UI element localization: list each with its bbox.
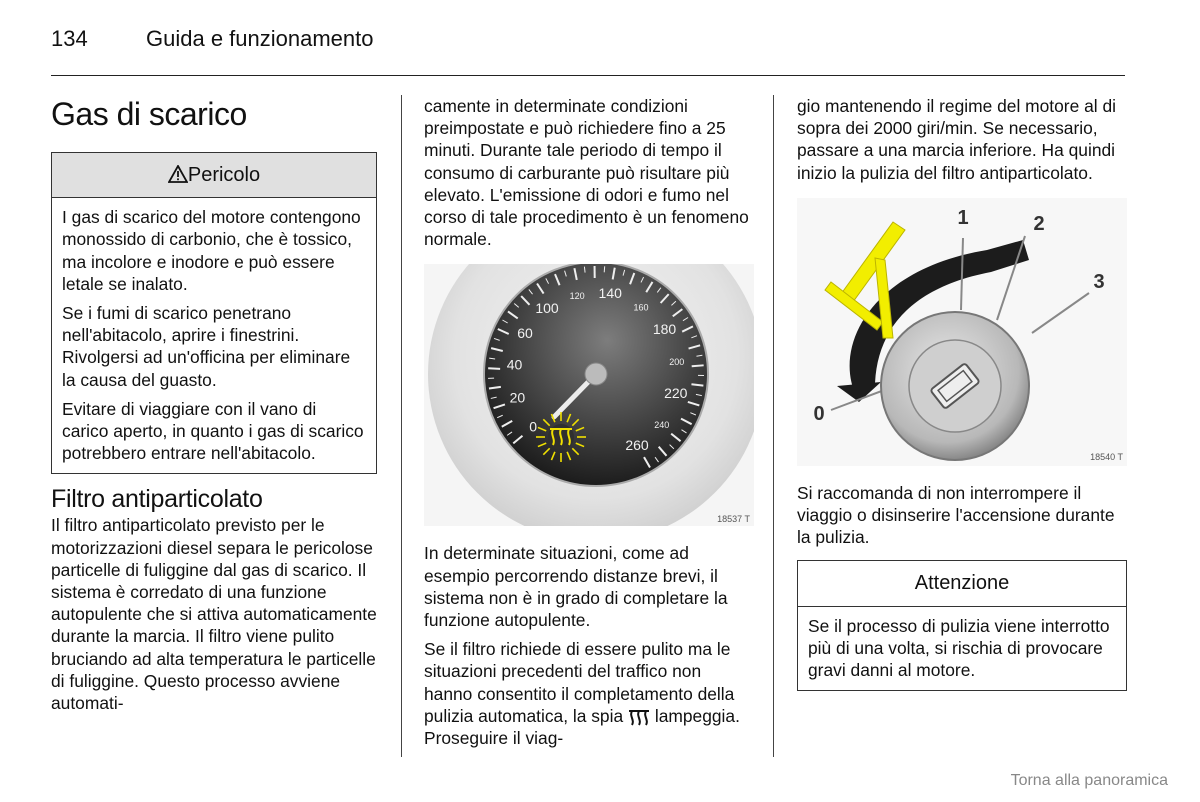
column-divider	[773, 95, 774, 757]
warning-icon	[168, 165, 188, 183]
attention-box	[797, 560, 1127, 691]
danger-paragraph: I gas di scarico del motore contengono monossido di carbonio, che è tossico, ma incolore e inodore e può essere letale se inalato.	[62, 207, 361, 294]
attention-box-header: Attenzione	[798, 561, 1126, 606]
page-number: 134	[51, 26, 88, 51]
speed-label: 160	[633, 302, 649, 313]
body-paragraph: gio mantenendo il regime del motore al di sopra dei 2000 giri/min. Se necessario, passare a una marcia inferiore. Ha quindi inizio la pulizia del filtro antiparticolato.	[797, 96, 1117, 183]
speed-label: 200	[669, 357, 685, 368]
speed-label: 40	[506, 356, 523, 373]
position-label-3: 3	[1093, 270, 1105, 293]
speed-label: 100	[535, 300, 559, 317]
tick	[691, 385, 703, 386]
body-paragraph	[424, 638, 754, 749]
attention-box-body	[798, 607, 1126, 691]
speed-label: 220	[664, 385, 688, 402]
danger-box	[51, 152, 377, 474]
figure-code: 18540 T	[1090, 451, 1123, 462]
paragraph-text-a: Se il filtro richiede di essere pulito ma le situazioni precedenti del traffico non hanno consentito il completamento della pulizia automatica, la spia	[424, 639, 735, 726]
danger-paragraph: Se i fumi di scarico penetrano nell'abitacolo, aprire i finestrini. Rivolgersi ad un'officina per eliminare la causa del guasto.	[62, 303, 351, 390]
tick	[584, 267, 585, 273]
danger-box-header	[52, 153, 376, 198]
attention-paragraph: Se il processo di pulizia viene interrotto più di una volta, si rischia di provocare gravi danni al motore.	[808, 615, 1110, 681]
filter-warning-light	[536, 412, 586, 462]
needle-hub	[585, 363, 607, 385]
speedometer-figure	[424, 264, 754, 526]
body-paragraph: Il filtro antiparticolato previsto per le motorizzazioni diesel separa le pericolose particelle di fuliggine dal gas di scarico. Il sistema è corredato di una funzione autopulente che si attiva automaticamente durante la marcia. Il filtro viene pulito bruciando ad alta temperatura le particelle di fuliggine. Questo processo avviene automati-	[51, 515, 377, 714]
section-subtitle: Filtro antiparticolato	[51, 485, 263, 514]
speed-label: 240	[654, 420, 670, 431]
particulate-filter-icon	[628, 708, 650, 726]
paragraph-text-b: lampeggia. Proseguire il viag-	[424, 705, 740, 749]
page-header	[51, 26, 374, 52]
body-paragraph: camente in determinate condizioni preimpostate e può richiedere fino a 25 minuti. Durante tale periodo di tempo il consumo di carburante può risultare più elevato. L'emissione di odori e fumo nel corso di tale procedimento è un fenomeno normale.	[424, 96, 749, 250]
figure-code: 18537 T	[717, 514, 750, 525]
speed-label: 180	[652, 321, 677, 338]
danger-box-body	[52, 198, 376, 473]
danger-paragraph: Evitare di viaggiare con il vano di carico aperto, in quanto i gas di scarico potrebbero entrare nell'abitacolo.	[62, 398, 364, 464]
section-title: Guida e funzionamento	[146, 26, 374, 51]
speed-label: 60	[517, 325, 533, 342]
speed-label: 260	[625, 437, 649, 454]
speed-label: 20	[509, 389, 526, 406]
body-paragraph: In determinate situazioni, come ad esempio percorrendo distanze brevi, il sistema non è in grado di completare la funzione autopulente.	[424, 543, 728, 631]
body-paragraph: Si raccomanda di non interrompere il viaggio o disinserire l'accensione durante la pulizia.	[797, 482, 1115, 548]
column-1	[51, 95, 377, 721]
speed-label: 140	[598, 285, 622, 302]
column-3	[797, 95, 1127, 701]
column-divider	[401, 95, 402, 757]
position-label-2: 2	[1033, 212, 1045, 235]
ignition-figure	[797, 198, 1127, 466]
speed-label: 120	[569, 291, 585, 302]
tick	[692, 366, 704, 367]
page-title: Gas di scarico	[51, 96, 247, 132]
column-2	[424, 95, 754, 756]
position-label-1: 1	[957, 206, 969, 229]
danger-heading: Pericolo	[187, 164, 261, 186]
speed-label: 0	[529, 419, 538, 436]
back-to-overview-link[interactable]: Torna alla panoramica	[1010, 772, 1168, 789]
position-label-0: 0	[813, 402, 825, 425]
tick	[488, 369, 500, 370]
header-rule	[51, 75, 1125, 76]
